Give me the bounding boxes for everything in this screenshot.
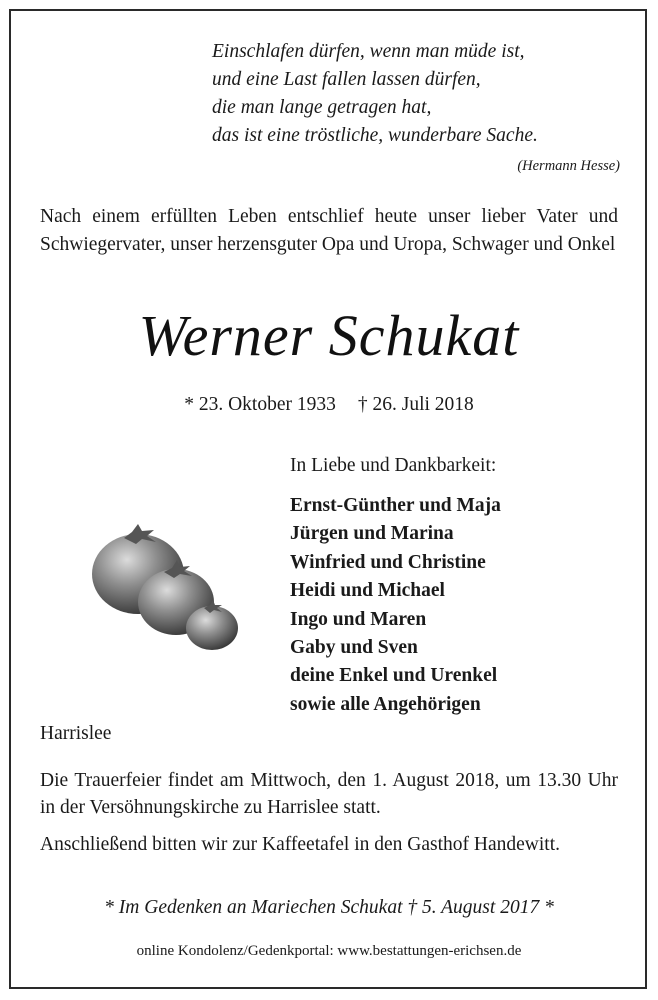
mourner: Ingo und Maren <box>290 608 427 630</box>
poem <box>212 38 622 150</box>
birth-date: * 23. Oktober 1933 <box>184 394 336 415</box>
poem-line-3: die man lange getragen hat, <box>212 97 432 118</box>
tomatoes-illustration <box>84 516 244 656</box>
deceased-name: Werner Schukat <box>138 303 520 368</box>
mourners-list <box>290 492 501 719</box>
mourner: sowie alle Angehörigen <box>290 693 481 715</box>
mourner: Jürgen und Marina <box>290 523 454 545</box>
intro-text: Nach einem erfüllten Leben entschlief heute unser lieber Vater und Schwiegervater, unser herzensguter Opa und Uropa, Schwager und Onkel <box>40 206 618 255</box>
poem-line-4: das ist eine tröstliche, wunderbare Sache. <box>212 125 538 146</box>
reception-info: Anschließend bitten wir zur Kaffeetafel in den Gasthof Handewitt. <box>40 834 561 855</box>
memorial-note: * Im Gedenken an Mariechen Schukat † 5. August 2017 * <box>104 897 554 918</box>
death-date: † 26. Juli 2018 <box>357 394 474 415</box>
place: Harrislee <box>40 723 112 744</box>
dedication: In Liebe und Dankbarkeit: <box>290 455 497 476</box>
mourner: Winfried und Christine <box>290 551 486 573</box>
mourner: Ernst-Günther und Maja <box>290 495 501 516</box>
online-condolence: online Kondolenz/Gedenkportal: www.bestattungen-erichsen.de <box>136 943 522 959</box>
poem-author: (Hermann Hesse) <box>517 158 620 174</box>
mourner: deine Enkel und Urenkel <box>290 665 498 687</box>
poem-line-1: Einschlafen dürfen, wenn man müde ist, <box>212 41 525 62</box>
life-dates <box>0 394 658 416</box>
funeral-service: Die Trauerfeier findet am Mittwoch, den 1. August 2018, um 13.30 Uhr in der Versöhnungskirche zu Harrislee statt. <box>40 770 618 818</box>
mourner: Gaby und Sven <box>290 637 418 659</box>
poem-line-2: und eine Last fallen lassen dürfen, <box>212 69 481 90</box>
mourner: Heidi und Michael <box>290 580 445 602</box>
